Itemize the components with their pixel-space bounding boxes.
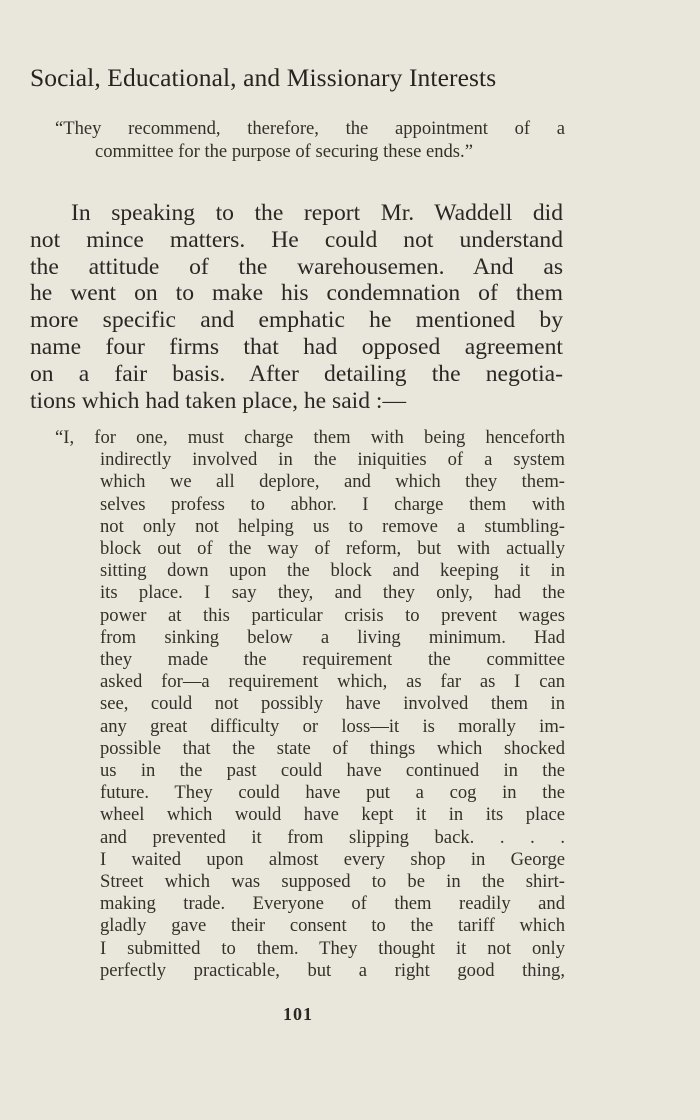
quote-line: see, could not possibly have involved them in: [100, 693, 565, 715]
quote-line: and prevented it from slipping back. . . .: [100, 826, 565, 848]
body-line: more specific and emphatic he mentioned by: [30, 307, 563, 334]
quote-line: future. They could have put a cog in the: [100, 782, 565, 804]
quote-line: indirectly involved in the iniquities of a system: [100, 449, 565, 471]
quote-line: any great difficulty or loss—it is morally im-: [100, 715, 565, 737]
quote-top-first-line: “They recommend, therefore, the appointment of a: [55, 118, 565, 139]
quote-line: possible that the state of things which shocked: [100, 737, 565, 759]
quote-line: perfectly practicable, but a right good thing,: [100, 959, 565, 981]
quote-line: selves profess to abhor. I charge them with: [100, 493, 565, 515]
body-line: In speaking to the report Mr. Waddell did: [71, 200, 563, 226]
body-line: on a fair basis. After detailing the negotia-: [30, 360, 563, 387]
quote-line: I waited upon almost every shop in George: [100, 848, 565, 870]
quote-line: making trade. Everyone of them readily and: [100, 893, 565, 915]
quote-top-rest: committee for the purpose of securing these ends.”: [95, 140, 473, 162]
quote-line: gladly gave their consent to the tariff which: [100, 915, 565, 937]
quote-line: wheel which would have kept it in its place: [100, 804, 565, 826]
quote-line: power at this particular crisis to prevent wages: [100, 604, 565, 626]
quote-line: sitting down upon the block and keeping it in: [100, 560, 565, 582]
quote-line: “I, for one, must charge them with being henceforth: [55, 427, 565, 448]
body-line: the attitude of the warehousemen. And as: [30, 253, 563, 280]
body-line: he went on to make his condemnation of them: [30, 280, 563, 307]
running-head: Social, Educational, and Missionary Interests: [30, 63, 497, 92]
body-line: not mince matters. He could not understand: [30, 226, 563, 253]
page-number: 101: [283, 1004, 313, 1024]
quote-line: they made the requirement the committee: [100, 649, 565, 671]
quote-line: Street which was supposed to be in the shirt-: [100, 871, 565, 893]
quote-line: from sinking below a living minimum. Had: [100, 626, 565, 648]
quote-line: block out of the way of reform, but with actually: [100, 538, 565, 560]
body-line: name four firms that had opposed agreement: [30, 333, 563, 360]
quote-top: [55, 118, 565, 163]
quote-line: not only not helping us to remove a stumbling-: [100, 515, 565, 537]
quote-line: its place. I say they, and they only, had the: [100, 582, 565, 604]
body-paragraph: [30, 200, 563, 414]
quote-line: us in the past could have continued in the: [100, 760, 565, 782]
body-line: tions which had taken place, he said :—: [30, 387, 407, 414]
quote-line: I submitted to them. They thought it not only: [100, 937, 565, 959]
quote-line: asked for—a requirement which, as far as I can: [100, 671, 565, 693]
quote-line: which we all deplore, and which they them-: [100, 471, 565, 493]
long-quote: [55, 427, 565, 982]
